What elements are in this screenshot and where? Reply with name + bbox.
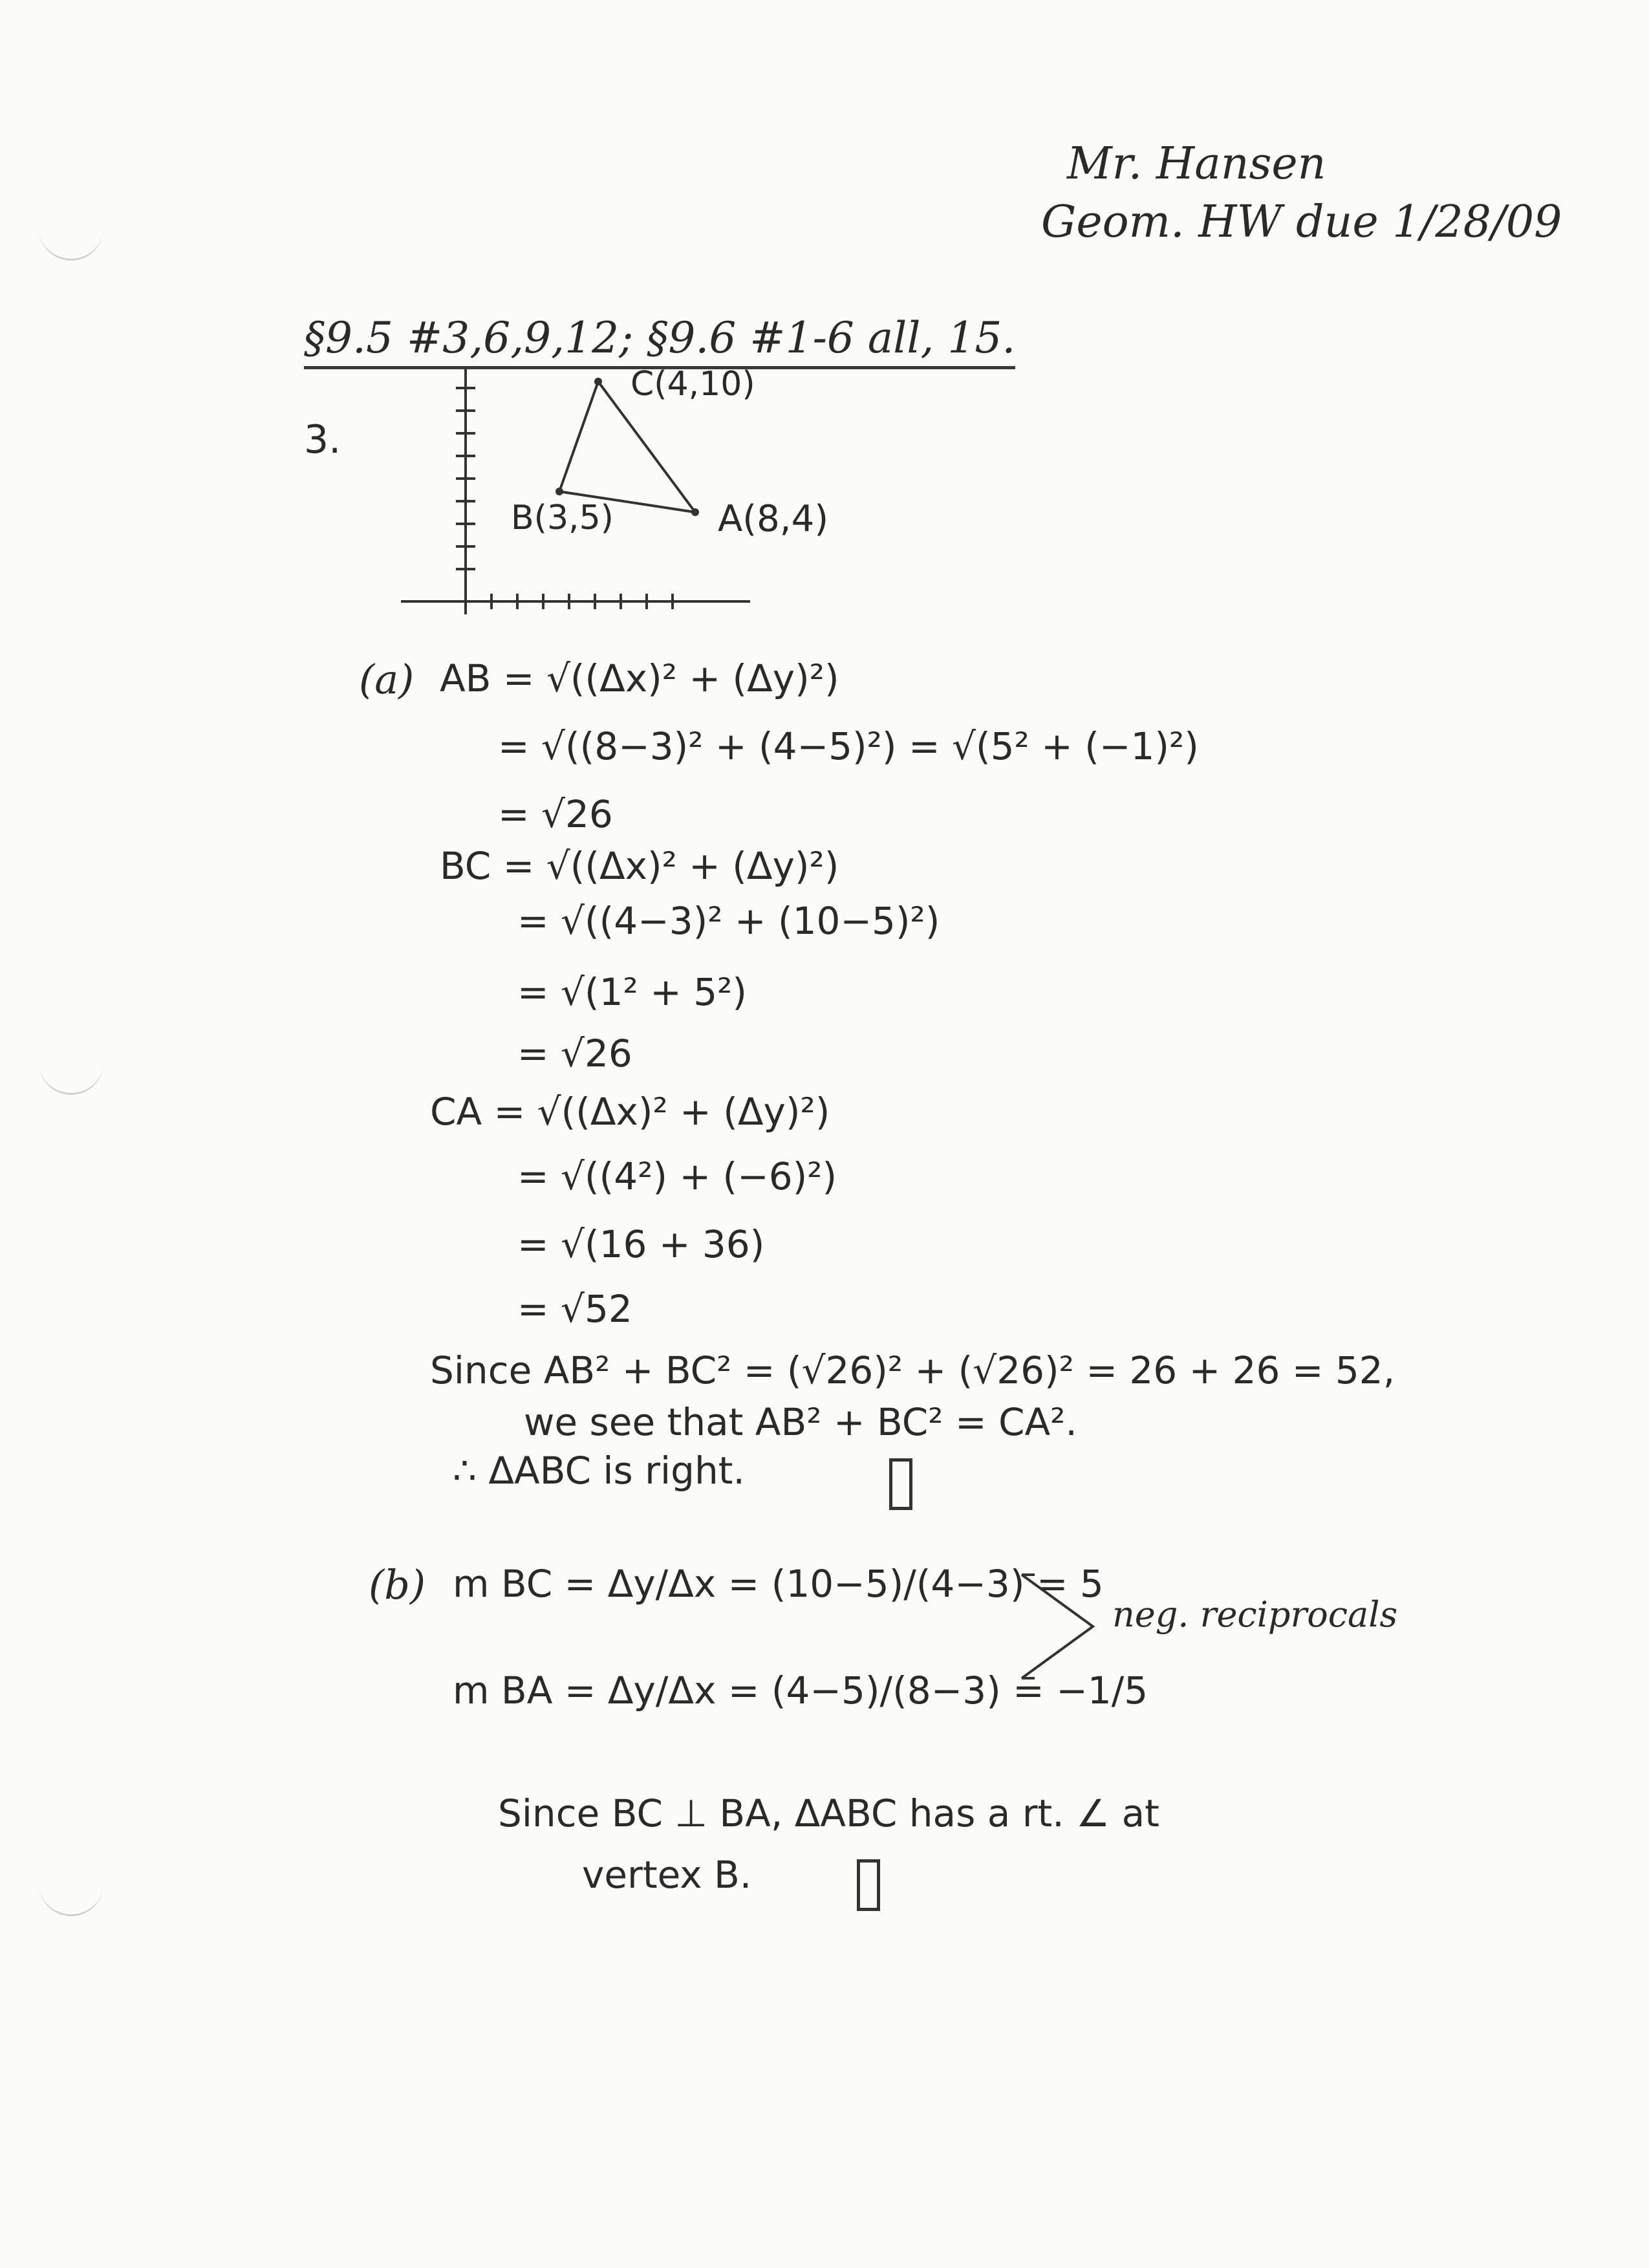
point-c-label: C(4,10)	[630, 365, 755, 404]
point-b-label: B(3,5)	[511, 499, 614, 537]
teacher-name: Mr. Hansen	[1067, 138, 1326, 189]
ca-line-3: = √(16 + 36)	[517, 1222, 765, 1266]
neg-reciprocals-note: neg. reciprocals	[1112, 1594, 1398, 1635]
problem-number: 3.	[304, 417, 341, 462]
ca-line-4: = √52	[517, 1287, 632, 1331]
bc-line-4: = √26	[517, 1031, 632, 1075]
conclusion-line-2: we see that AB² + BC² = CA².	[524, 1400, 1077, 1444]
ab-line-3: = √26	[498, 792, 613, 836]
assignment-due: Geom. HW due 1/28/09	[1041, 197, 1562, 248]
ab-line-1: AB = √((Δx)² + (Δy)²)	[440, 656, 839, 700]
bc-line-1: BC = √((Δx)² + (Δy)²)	[440, 844, 839, 888]
bracket-arrows	[1015, 1565, 1106, 1688]
bc-line-3: = √(1² + 5²)	[517, 970, 748, 1014]
ab-line-2: = √((8−3)² + (4−5)²) = √(5² + (−1)²)	[498, 724, 1199, 768]
punch-hole	[39, 1048, 103, 1095]
conclusion-b-line-2: vertex B.	[582, 1853, 752, 1897]
qed-box-a	[889, 1458, 912, 1510]
punch-hole	[39, 213, 103, 261]
conclusion-line-1: Since AB² + BC² = (√26)² + (√26)² = 26 + 26 = 52,	[430, 1348, 1396, 1392]
punch-hole	[39, 1869, 103, 1916]
part-a-label: (a)	[359, 656, 415, 703]
part-b-label: (b)	[369, 1561, 426, 1608]
conclusion-b-line-1: Since BC ⊥ BA, ΔABC has a rt. ∠ at	[498, 1791, 1159, 1835]
assignment-sections: §9.5 #3,6,9,12; §9.6 #1-6 all, 15.	[304, 317, 1015, 369]
ca-line-1: CA = √((Δx)² + (Δy)²)	[430, 1090, 830, 1134]
slope-bc: m BC = Δy/Δx = (10−5)/(4−3) = 5	[453, 1562, 1104, 1606]
ca-line-2: = √((4²) + (−6)²)	[517, 1154, 837, 1198]
conclusion-line-3: ∴ ΔABC is right.	[453, 1449, 745, 1493]
qed-box-b	[857, 1859, 880, 1911]
slope-ba: m BA = Δy/Δx = (4−5)/(8−3) = −1/5	[453, 1669, 1148, 1712]
point-a-label: A(8,4)	[718, 498, 829, 540]
bc-line-2: = √((4−3)² + (10−5)²)	[517, 899, 940, 943]
